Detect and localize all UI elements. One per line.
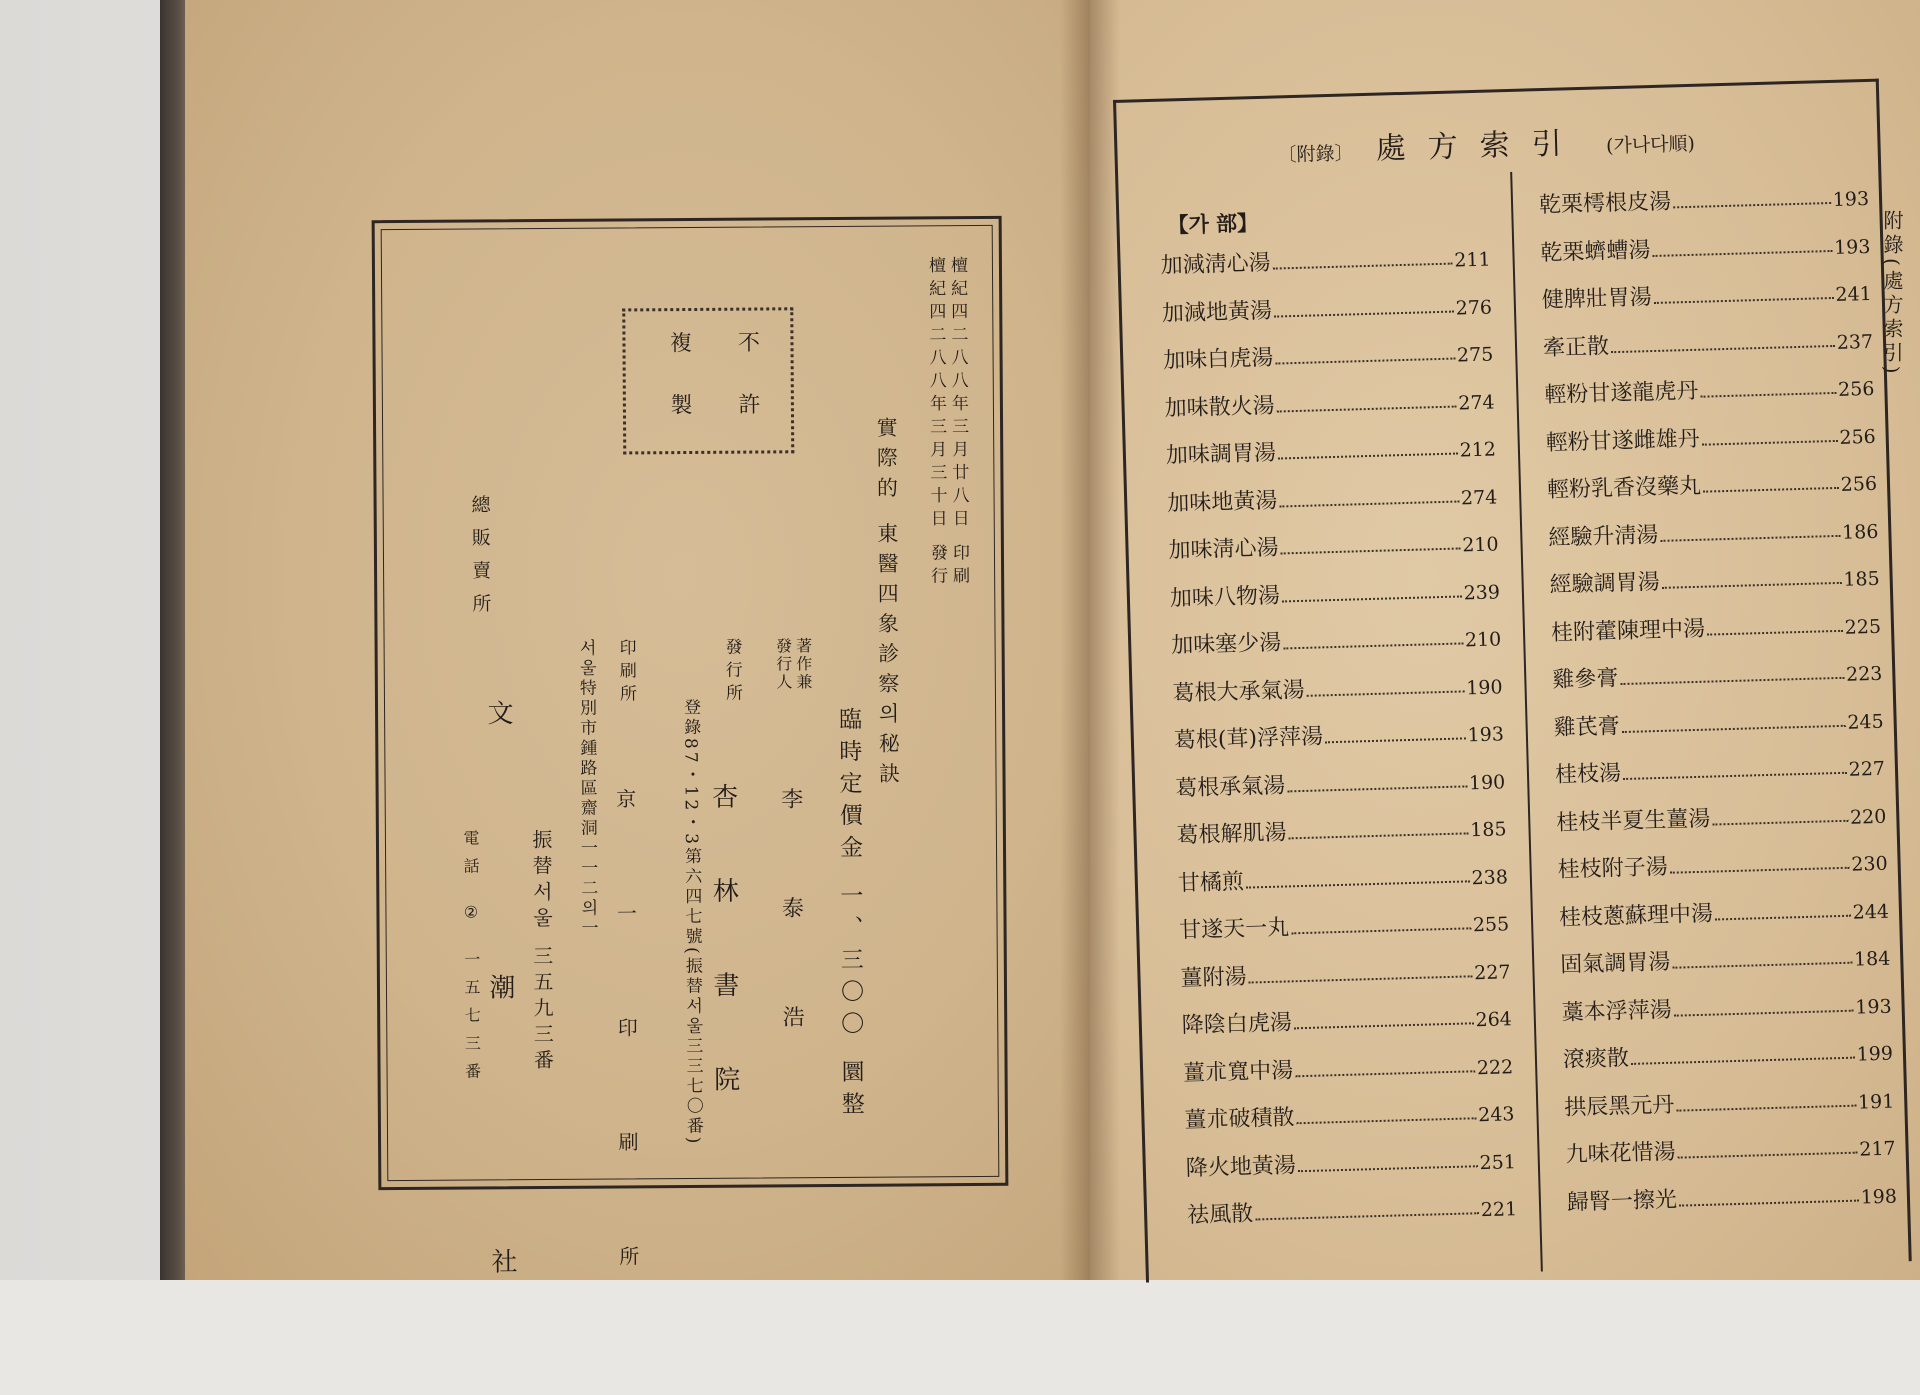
publisher-label: 發行所 <box>721 637 743 707</box>
entry-page-number: 251 <box>1479 1150 1517 1174</box>
entry-page-number: 225 <box>1844 615 1882 639</box>
entry-page-number: 193 <box>1833 235 1871 259</box>
entry-name: 經驗調胃湯 <box>1549 569 1661 598</box>
leader-dots <box>1275 358 1455 365</box>
entry-name: 乾栗樗根皮湯 <box>1538 189 1672 219</box>
stamp-text-left: 複製 <box>666 330 693 456</box>
entry-name: 薑朮寬中湯 <box>1182 1057 1294 1086</box>
entry-page-number: 241 <box>1835 282 1873 306</box>
entry-page-number: 190 <box>1468 770 1506 794</box>
index-entry <box>1549 552 1880 599</box>
leader-dots <box>1672 962 1852 969</box>
entry-name: 加味地黃湯 <box>1166 488 1278 517</box>
entry-page-number: 222 <box>1476 1055 1514 1079</box>
index-entry <box>1552 647 1883 694</box>
entry-name: 桂附藿陳理中湯 <box>1550 616 1706 646</box>
index-title: 處方索引 <box>1375 125 1585 167</box>
entry-page-number: 244 <box>1852 900 1890 924</box>
distributor-name: 文 潮 社 <box>482 699 518 1394</box>
appendix-tag: 〔附錄〕 <box>1277 142 1354 167</box>
index-entry <box>1557 837 1888 884</box>
entry-name: 雞參膏 <box>1552 666 1619 693</box>
entry-name: 乾栗蠐螬湯 <box>1540 237 1651 266</box>
leader-dots <box>1707 629 1843 635</box>
entry-name: 加味淸心湯 <box>1168 535 1279 564</box>
index-entry <box>1562 1027 1893 1074</box>
address: 서울特別市鍾路區齋洞一一二의一 <box>575 638 598 939</box>
entry-name: 輕粉甘遂龍虎丹 <box>1544 378 1699 409</box>
index-header <box>1277 112 1798 167</box>
index-entry <box>1180 945 1511 992</box>
index-entry <box>1161 280 1492 327</box>
leader-dots <box>1325 737 1466 743</box>
entry-name: 固氣調胃湯 <box>1559 949 1671 978</box>
entry-page-number: 193 <box>1832 187 1870 211</box>
leader-dots <box>1611 344 1835 352</box>
entry-page-number: 198 <box>1860 1185 1898 1209</box>
entry-name: 牽正散 <box>1542 333 1610 361</box>
section-title: 【가 部】 <box>1167 210 1259 238</box>
entry-page-number: 210 <box>1462 533 1499 557</box>
leader-dots <box>1246 880 1470 888</box>
stamp-text-right: 不許 <box>734 330 761 455</box>
entry-page-number: 199 <box>1856 1042 1894 1066</box>
entry-name: 降陰白虎湯 <box>1181 1010 1293 1039</box>
leader-dots <box>1660 534 1840 541</box>
entry-name: 薑附湯 <box>1180 964 1247 991</box>
leader-dots <box>1622 724 1846 732</box>
leader-dots <box>1249 975 1473 983</box>
book-title: 實際的 東醫四象診察의秘訣 <box>874 416 901 793</box>
index-entry <box>1175 755 1506 802</box>
entry-name: 桂枝蔥蘇理中湯 <box>1558 901 1714 931</box>
index-entry <box>1566 1169 1897 1216</box>
leader-dots <box>1289 832 1469 839</box>
entry-name: 加減淸心湯 <box>1160 250 1271 279</box>
publish-date: 檀紀四二八八年三月三十日 發行 <box>924 256 948 590</box>
entry-page-number: 223 <box>1845 662 1883 686</box>
entry-name: 加味塞少湯 <box>1170 630 1282 659</box>
leader-dots <box>1620 677 1844 685</box>
registration: 登錄87・12・3第六四七號(振替서울三三七〇番) <box>679 697 704 1147</box>
leader-dots <box>1291 927 1471 934</box>
entry-name: 降火地黃湯 <box>1185 1152 1297 1181</box>
index-entry <box>1171 612 1502 659</box>
leader-dots <box>1701 392 1837 398</box>
entry-name: 桂枝半夏生薑湯 <box>1556 806 1711 836</box>
entry-page-number: 190 <box>1465 675 1503 699</box>
entry-name: 歸腎一擦光 <box>1566 1187 1678 1216</box>
index-entry <box>1560 932 1891 979</box>
index-entry <box>1164 375 1495 422</box>
index-entry <box>1184 1087 1515 1134</box>
entry-page-number: 274 <box>1460 485 1498 509</box>
entry-name: 加味散火湯 <box>1164 393 1275 422</box>
entry-page-number: 211 <box>1454 248 1491 272</box>
leader-dots <box>1623 772 1847 780</box>
entry-name: 雞芪膏 <box>1553 713 1621 741</box>
author-label: 著作兼發行人 <box>773 637 813 692</box>
distributor-label: 總販賣所 <box>468 494 492 627</box>
index-entry <box>1558 884 1889 931</box>
index-entry <box>1564 1074 1895 1121</box>
leader-dots <box>1282 595 1462 602</box>
printer-name: 京 一 印 刷 所 <box>612 788 641 1310</box>
leader-dots <box>1679 1199 1859 1206</box>
entry-page-number: 217 <box>1859 1137 1896 1161</box>
index-entry <box>1550 599 1881 646</box>
entry-page-number: 212 <box>1459 438 1497 462</box>
index-entry <box>1561 979 1892 1026</box>
index-entry <box>1544 362 1875 409</box>
colophon-inner-frame <box>381 225 1000 1394</box>
entry-page-number: 238 <box>1471 865 1509 889</box>
leader-dots <box>1670 867 1850 874</box>
index-entry <box>1165 422 1496 469</box>
entry-page-number: 276 <box>1455 296 1493 320</box>
entry-page-number: 256 <box>1837 377 1875 401</box>
index-entry <box>1540 219 1871 266</box>
entry-page-number: 237 <box>1836 330 1874 354</box>
index-entry <box>1172 660 1503 707</box>
entry-name: 葛根承氣湯 <box>1174 772 1286 802</box>
entry-page-number: 275 <box>1456 343 1494 367</box>
leader-dots <box>1307 690 1465 696</box>
print-date: 檀紀四二八八年三月廿八日 印刷 <box>946 256 970 590</box>
leader-dots <box>1255 1212 1479 1220</box>
index-entry <box>1553 694 1884 741</box>
leader-dots <box>1662 582 1842 589</box>
index-entry <box>1187 1182 1518 1229</box>
index-entry <box>1163 327 1494 374</box>
entry-name: 加味八物湯 <box>1169 583 1281 612</box>
transfer-account: 振替서울 三五九三番 <box>528 828 555 1076</box>
book-gutter <box>1060 0 1120 1280</box>
entry-name: 加味白虎湯 <box>1162 345 1274 374</box>
entry-page-number: 256 <box>1840 472 1878 496</box>
index-order-note: (가나다順) <box>1605 132 1696 158</box>
index-entry <box>1179 897 1510 944</box>
entry-page-number: 185 <box>1843 567 1880 591</box>
entry-page-number: 227 <box>1848 757 1886 781</box>
leader-dots <box>1674 1009 1854 1016</box>
side-tab: 附錄(處方索引) <box>1880 210 1904 378</box>
leader-dots <box>1678 1152 1858 1159</box>
entry-page-number: 220 <box>1849 805 1887 829</box>
entry-page-number: 243 <box>1477 1103 1515 1127</box>
entry-page-number: 193 <box>1467 723 1505 747</box>
index-entry <box>1556 789 1887 836</box>
leader-dots <box>1279 500 1459 507</box>
entry-name: 甘橘煎 <box>1177 869 1245 896</box>
leader-dots <box>1287 785 1467 792</box>
index-entry <box>1176 802 1507 849</box>
entry-name: 葛根解肌湯 <box>1176 820 1287 849</box>
entry-name: 桂枝湯 <box>1554 761 1622 788</box>
entry-page-number: 193 <box>1855 995 1892 1019</box>
entry-name: 加減地黃湯 <box>1161 298 1273 327</box>
phone-number: 電話 ② 一五七三番 <box>460 829 482 1091</box>
leader-dots <box>1703 487 1839 493</box>
leader-dots <box>1715 914 1851 920</box>
index-entry <box>1545 409 1876 456</box>
leader-dots <box>1278 453 1458 460</box>
entry-name: 甘遂天一丸 <box>1178 915 1290 944</box>
publisher-name: 杏 林 書 院 <box>707 782 740 1122</box>
entry-name: 滾痰散 <box>1562 1045 1630 1073</box>
entry-name: 九味花惜湯 <box>1565 1139 1676 1168</box>
index-entry <box>1173 707 1504 754</box>
leader-dots <box>1297 1117 1477 1124</box>
entry-page-number: 185 <box>1469 818 1507 842</box>
index-entry <box>1185 1135 1516 1182</box>
index-entry <box>1181 992 1512 1039</box>
index-entry <box>1546 457 1877 504</box>
leader-dots <box>1298 1165 1478 1172</box>
leader-dots <box>1277 405 1457 412</box>
entry-page-number: 274 <box>1458 390 1495 414</box>
index-entry <box>1167 470 1498 517</box>
index-entry <box>1541 267 1872 314</box>
prescription-index <box>1113 79 1912 1283</box>
leader-dots <box>1281 547 1461 554</box>
leader-dots <box>1295 1070 1475 1077</box>
entry-page-number: 186 <box>1841 520 1879 544</box>
entry-name: 祛風散 <box>1186 1201 1254 1229</box>
leader-dots <box>1294 1022 1474 1029</box>
index-entry <box>1183 1040 1514 1087</box>
entry-name: 拱辰黑元丹 <box>1563 1092 1675 1121</box>
index-entry <box>1542 314 1873 361</box>
leader-dots <box>1673 202 1831 208</box>
entry-name: 葛根(茸)浮萍湯 <box>1173 724 1324 754</box>
entry-name: 葛根大承氣湯 <box>1172 677 1305 707</box>
index-entry <box>1554 742 1885 789</box>
entry-page-number: 264 <box>1475 1008 1513 1032</box>
leader-dots <box>1283 642 1463 649</box>
leader-dots <box>1702 439 1838 445</box>
index-entry <box>1160 233 1491 280</box>
entry-name: 藁本浮萍湯 <box>1561 997 1672 1026</box>
entry-page-number: 230 <box>1851 852 1888 876</box>
leader-dots <box>1653 249 1833 256</box>
entry-page-number: 210 <box>1464 628 1502 652</box>
price: 臨時定價金 一、三〇〇 圜整 <box>835 706 864 1124</box>
entry-page-number: 255 <box>1472 913 1510 937</box>
index-entry <box>1169 565 1500 612</box>
index-entry <box>1168 517 1499 564</box>
entry-page-number: 239 <box>1463 580 1501 604</box>
leader-dots <box>1712 819 1848 825</box>
entry-page-number: 227 <box>1473 960 1511 984</box>
leader-dots <box>1676 1104 1856 1111</box>
index-entry <box>1177 850 1508 897</box>
index-entry <box>1565 1122 1896 1169</box>
entry-name: 輕粉乳香沒藥丸 <box>1546 473 1702 504</box>
author-name: 李 泰 浩 <box>777 787 805 1068</box>
entry-name: 經驗升淸湯 <box>1548 522 1659 551</box>
entry-name: 健脾壯胃湯 <box>1541 285 1653 314</box>
printer-label: 印刷所 <box>615 638 637 708</box>
index-entry <box>1538 172 1869 219</box>
entry-page-number: 191 <box>1857 1090 1895 1114</box>
entry-page-number: 184 <box>1853 947 1891 971</box>
entry-name: 薑朮破積散 <box>1184 1105 1295 1134</box>
entry-name: 桂枝附子湯 <box>1557 854 1669 883</box>
column-divider <box>1510 172 1543 1272</box>
leader-dots <box>1631 1057 1855 1065</box>
entry-name: 輕粉甘遂雌雄丹 <box>1545 426 1701 456</box>
entry-page-number: 221 <box>1480 1198 1518 1222</box>
entry-name: 加味調胃湯 <box>1165 440 1277 469</box>
colophon-box <box>372 216 1009 1394</box>
leader-dots <box>1273 263 1453 270</box>
entry-page-number: 256 <box>1839 425 1876 449</box>
copyright-stamp <box>622 307 794 454</box>
leader-dots <box>1274 310 1454 317</box>
index-entry <box>1548 504 1879 551</box>
leader-dots <box>1654 297 1834 304</box>
entry-page-number: 245 <box>1847 710 1884 734</box>
